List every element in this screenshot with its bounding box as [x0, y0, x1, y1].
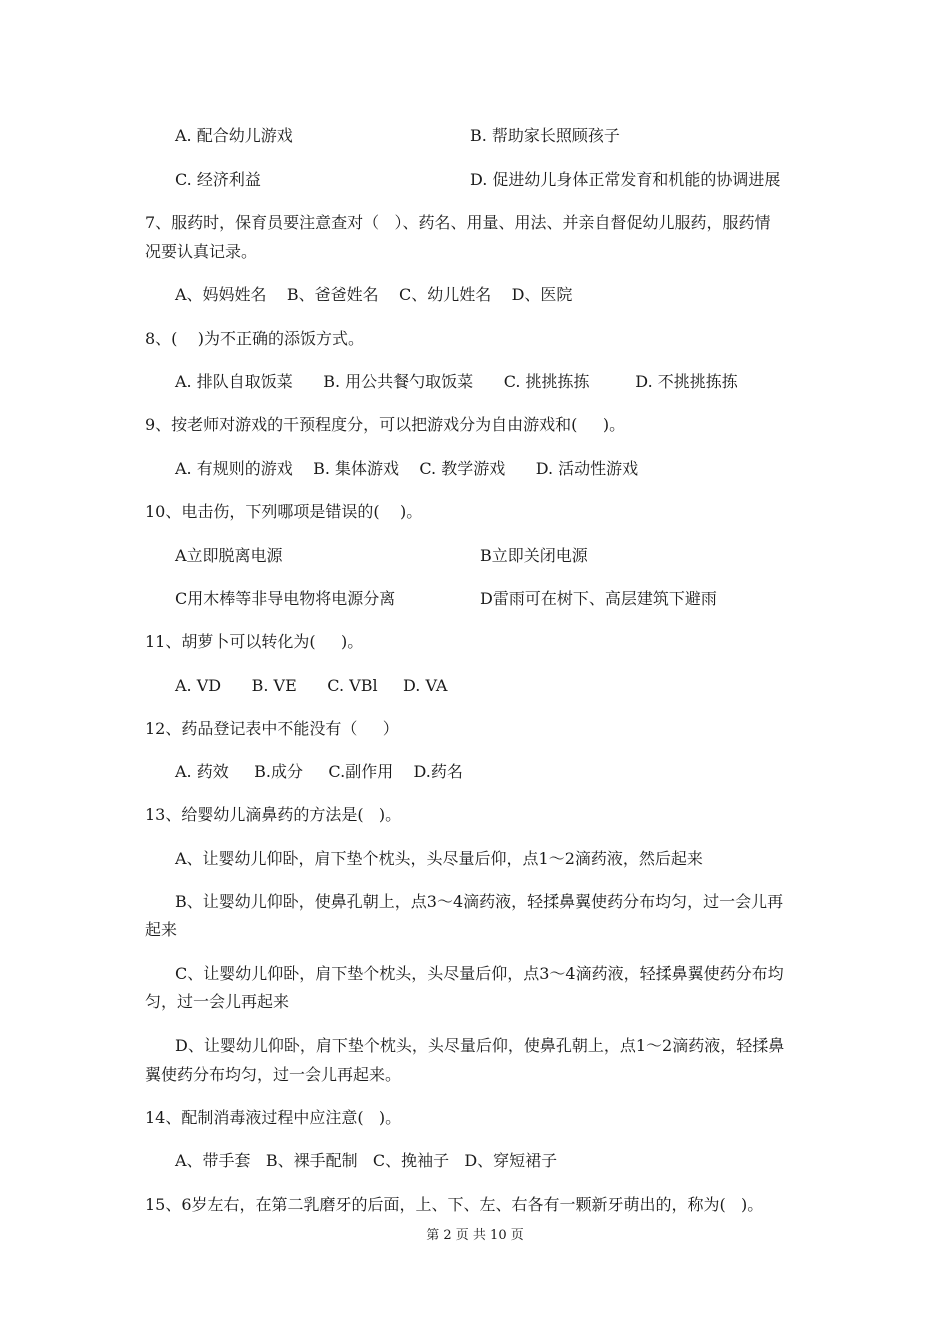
q9-stem: 9、按老师对游戏的干预程度分，可以把游戏分为自由游戏和( )。: [145, 415, 626, 434]
q6-option-b: B. 帮助家长照顾孩子: [470, 126, 620, 145]
q12-stem: 12、药品登记表中不能没有（ ）: [145, 719, 399, 738]
q9-options: A. 有规则的游戏 B. 集体游戏 C. 教学游戏 D. 活动性游戏: [175, 459, 639, 478]
q13-option-d-line1: D、让婴幼儿仰卧，肩下垫个枕头，头尽量后仰，使鼻孔朝上，点1～2滴药液，轻揉鼻: [175, 1036, 785, 1055]
q13-option-c-line2: 匀，过一会儿再起来: [145, 992, 290, 1011]
q13-option-b-line2: 起来: [145, 920, 178, 939]
q14-stem: 14、配制消毒液过程中应注意( )。: [145, 1108, 402, 1127]
q11-stem: 11、胡萝卜可以转化为( )。: [145, 632, 364, 651]
q8-options: A. 排队自取饭菜 B. 用公共餐勺取饭菜 C. 挑挑拣拣 D. 不挑挑拣拣: [175, 372, 738, 391]
q13-option-a: A、让婴幼儿仰卧，肩下垫个枕头，头尽量后仰，点1～2滴药液，然后起来: [175, 849, 703, 868]
q15-stem: 15、6岁左右，在第二乳磨牙的后面，上、下、左、右各有一颗新牙萌出的，称为( )。: [145, 1195, 764, 1214]
q10-option-a: A立即脱离电源: [175, 546, 283, 565]
q13-option-d-line2: 翼使药分布均匀，过一会儿再起来。: [145, 1065, 402, 1084]
q7-stem-line1: 7、服药时，保育员要注意查对（ ）、药名、用量、用法、并亲自督促幼儿服药，服药情: [145, 213, 771, 232]
q7-stem-line2: 况要认真记录。: [145, 242, 258, 261]
q6-option-a: A. 配合幼儿游戏: [175, 126, 293, 145]
q6-option-c: C. 经济利益: [175, 170, 261, 189]
q13-option-c-line1: C、让婴幼儿仰卧，肩下垫个枕头，头尽量后仰，点3～4滴药液，轻揉鼻翼使药分布均: [175, 964, 784, 983]
q11-options: A. VD B. VE C. VBl D. VA: [175, 676, 448, 695]
q12-options: A. 药效 B.成分 C.副作用 D.药名: [175, 762, 463, 781]
page-footer: 第 2 页 共 10 页: [426, 1228, 524, 1243]
q10-stem: 10、电击伤，下列哪项是错误的( )。: [145, 502, 423, 521]
q8-stem: 8、( )为不正确的添饭方式。: [145, 329, 365, 348]
q14-options: A、带手套 B、裸手配制 C、挽袖子 D、穿短裙子: [175, 1151, 558, 1170]
q6-option-d: D. 促进幼儿身体正常发育和机能的协调进展: [470, 170, 781, 189]
q10-option-d: D雷雨可在树下、高层建筑下避雨: [480, 589, 717, 608]
q7-options: A、妈妈姓名 B、爸爸姓名 C、幼儿姓名 D、医院: [175, 285, 573, 304]
q13-option-b-line1: B、让婴幼儿仰卧，使鼻孔朝上，点3～4滴药液，轻揉鼻翼使药分布均匀，过一会儿再: [175, 892, 784, 911]
q10-option-c: C用木棒等非导电物将电源分离: [175, 589, 396, 608]
q10-option-b: B立即关闭电源: [480, 546, 588, 565]
q13-stem: 13、给婴幼儿滴鼻药的方法是( )。: [145, 805, 402, 824]
